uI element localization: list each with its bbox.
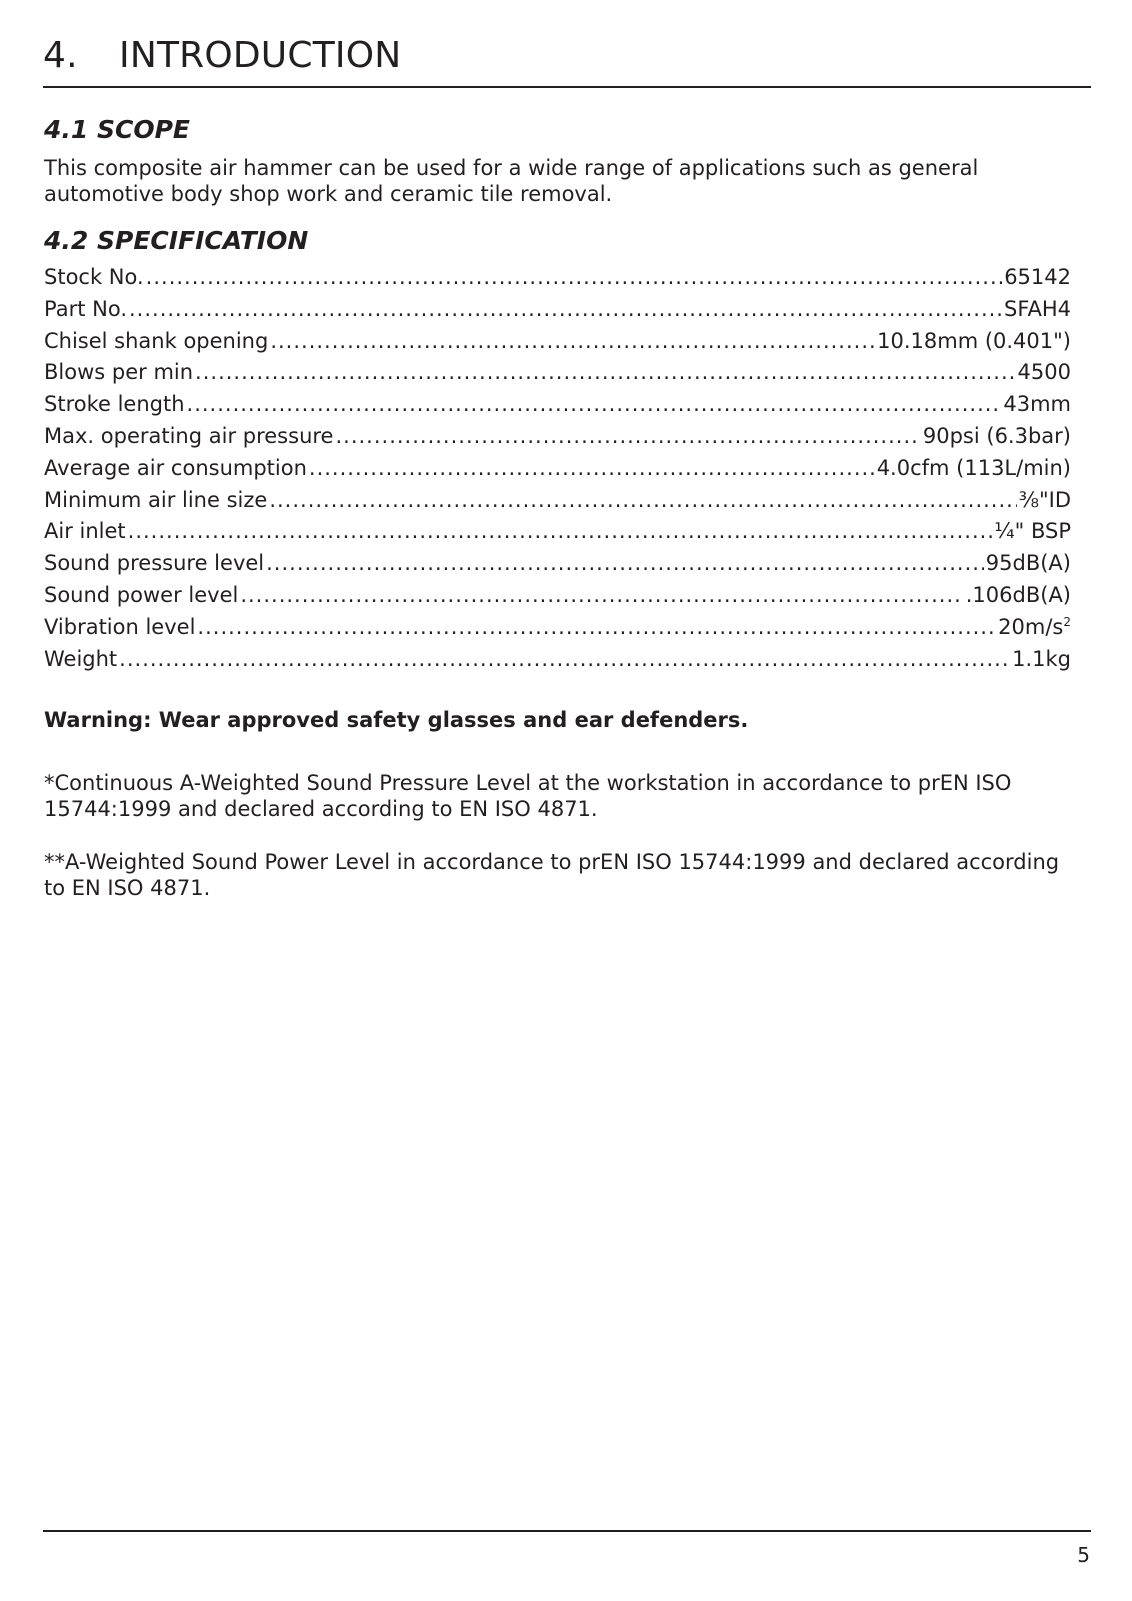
specification-list — [44, 262, 1071, 675]
spec-value: 4.0cfm (113L/min) — [876, 455, 1071, 480]
spec-value-superscript: 2 — [1063, 614, 1071, 629]
spec-label: Chisel shank opening — [44, 328, 269, 353]
spec-row-part-no — [44, 294, 1071, 326]
spec-label: Air inlet — [44, 519, 126, 544]
spec-row-max-operating-air-pressure — [44, 421, 1071, 453]
spec-value — [998, 612, 1071, 642]
spec-value: ⅜"ID — [1018, 487, 1071, 512]
footnote-sound-power: **A-Weighted Sound Power Level in accordance to prEN ISO 15744:1999 and declared according to EN ISO 4871. — [44, 850, 1060, 900]
dot-leader — [119, 644, 1010, 674]
dot-leader — [240, 580, 963, 610]
dot-leader — [187, 389, 1002, 419]
dot-leader — [195, 357, 1016, 387]
spec-row-vibration-level — [44, 612, 1071, 644]
spec-row-blows-per-min — [44, 357, 1071, 389]
spec-value: 1.1kg — [1012, 646, 1071, 671]
spec-value: 4500 — [1017, 360, 1071, 385]
spec-row-minimum-air-line-size — [44, 485, 1071, 517]
dot-leader — [269, 485, 1016, 515]
dot-leader — [266, 548, 984, 578]
spec-label: Minimum air line size — [44, 487, 268, 512]
spec-row-average-air-consumption — [44, 453, 1071, 485]
spec-label: Sound pressure level — [44, 551, 265, 576]
spec-value-text: 20m/s — [998, 614, 1064, 639]
page-title — [43, 34, 401, 78]
specification-heading: 4.2 SPECIFICATION — [44, 226, 309, 255]
section-title: INTRODUCTION — [119, 35, 402, 76]
footnote-sound-pressure: *Continuous A-Weighted Sound Pressure Level at the workstation in accordance to prEN ISO 15744:1999 and declared according to EN ISO 4871. — [44, 771, 1012, 821]
spec-label: Blows per min — [44, 360, 194, 385]
spec-label: Weight — [44, 646, 118, 671]
spec-row-stroke-length — [44, 389, 1071, 421]
spec-value: 65142 — [1004, 265, 1071, 289]
dot-leader — [129, 294, 1002, 324]
footer-divider — [43, 1530, 1091, 1532]
spec-value: 10.18mm (0.401") — [877, 328, 1071, 353]
spec-label: Average air consumption — [44, 455, 307, 480]
spec-value: .106dB(A) — [965, 582, 1071, 607]
section-number: 4. — [43, 35, 78, 76]
dot-leader — [309, 453, 875, 483]
scope-heading: 4.1 SCOPE — [44, 115, 190, 144]
spec-row-air-inlet — [44, 516, 1071, 548]
spec-value: ¼" BSP — [994, 519, 1071, 544]
title-divider — [43, 86, 1091, 88]
page-number: 5 — [1077, 1543, 1090, 1567]
spec-value: 43mm — [1003, 392, 1071, 417]
spec-row-sound-power-level — [44, 580, 1071, 612]
spec-label: Max. operating air pressure — [44, 423, 334, 448]
spec-label: Stroke length — [44, 392, 185, 417]
spec-value: 95dB(A) — [985, 551, 1071, 576]
spec-label: Sound power level — [44, 582, 239, 607]
dot-leader — [270, 326, 875, 356]
safety-warning: Warning: Wear approved safety glasses and ear defenders. — [44, 708, 749, 732]
spec-value: SFAH4 — [1004, 296, 1071, 321]
dot-leader — [146, 262, 1003, 292]
spec-row-sound-pressure-level — [44, 548, 1071, 580]
spec-label: Part No. — [44, 296, 127, 321]
dot-leader — [128, 516, 993, 546]
dot-leader — [335, 421, 920, 451]
spec-row-chisel-shank-opening — [44, 326, 1071, 358]
spec-label: Vibration level — [44, 614, 196, 639]
scope-paragraph: This composite air hammer can be used for a wide range of applications such as general automotive body shop work and ceramic tile removal. — [44, 156, 979, 206]
dot-leader — [197, 612, 996, 642]
spec-value: 90psi (6.3bar) — [922, 423, 1071, 448]
spec-row-weight — [44, 644, 1071, 676]
spec-label: Stock No. — [44, 265, 144, 289]
spec-row-stock-no — [44, 262, 1071, 294]
